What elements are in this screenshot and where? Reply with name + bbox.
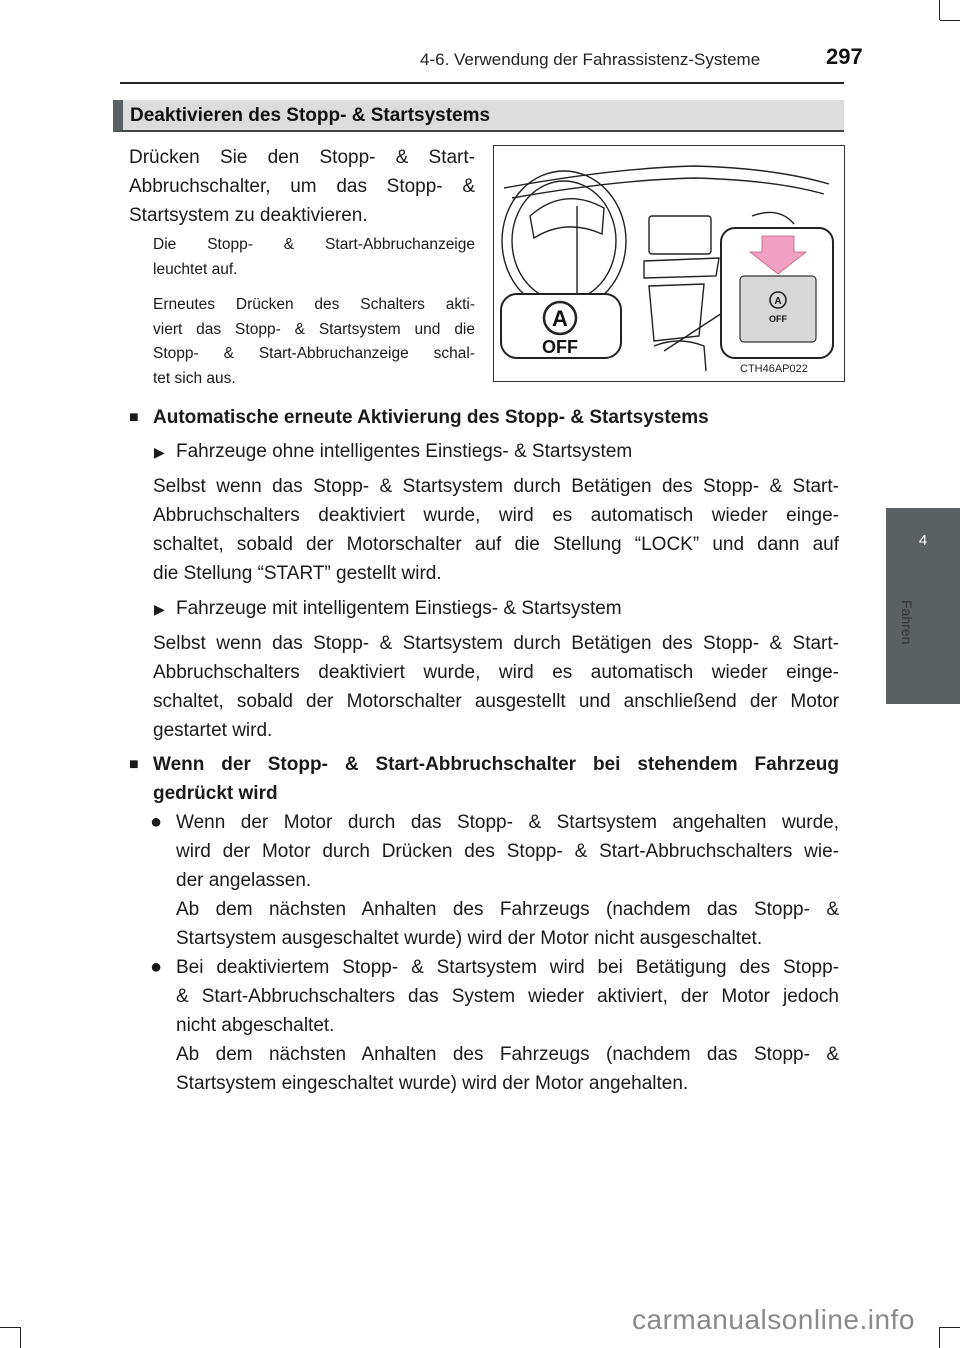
note-line: tet sich aus.	[153, 369, 236, 387]
bullet-line: Startsystem ausgeschaltet wurde) wird der Motor nicht ausgeschaltet.	[176, 928, 763, 949]
note-line: Die Stopp- & Start-Abbruchanzeige	[153, 236, 475, 253]
note-indicator-on	[153, 233, 475, 282]
bullet-line: Wenn der Motor durch das Stopp- & Startsystem angehalten wurde,	[176, 812, 839, 833]
case2-line: Selbst wenn das Stopp- & Startsystem durch Betätigen des Stopp- & Start-	[153, 633, 839, 654]
crop-mark	[939, 1327, 940, 1348]
case1-line: Abbruchschalters deaktiviert wurde, wird es automatisch wieder einge-	[153, 505, 839, 526]
chapter-tab-number: 4	[918, 532, 928, 549]
bullet-line: nicht abgeschaltet.	[176, 1015, 335, 1036]
case1-line: die Stellung “START” gestellt wird.	[153, 563, 442, 584]
crop-mark	[0, 1327, 20, 1328]
intro-paragraph	[129, 143, 475, 230]
page-number: 297	[826, 44, 863, 69]
subheading-text: gedrückt wird	[153, 783, 278, 804]
intro-line: Abbruchschalter, um das Stopp- &	[129, 176, 475, 197]
note-line: viert das Stopp- & Startsystem und die	[153, 320, 475, 338]
note-line: leuchtet auf.	[153, 260, 238, 278]
subheading-text: Wenn der Stopp- & Start-Abbruchschalter bei stehendem Fahrzeug	[153, 754, 839, 775]
bullet-line: Ab dem nächsten Anhalten des Fahrzeugs (nachdem das Stopp- &	[176, 1044, 839, 1065]
case2-line: gestartet wird.	[153, 720, 273, 741]
subheading-auto-reactivation	[129, 403, 843, 432]
watermark: carmanualsonline.info	[632, 1304, 915, 1335]
switch-letter: A	[552, 306, 568, 331]
climate-panel	[644, 258, 719, 278]
square-bullet-icon: ■	[129, 409, 139, 426]
crop-mark	[939, 0, 940, 20]
case2-paragraph	[153, 629, 839, 745]
stationary-bullet-2	[150, 953, 839, 1098]
crop-mark	[940, 20, 960, 21]
square-bullet-icon: ■	[129, 756, 139, 773]
switch-label-small: OFF	[769, 314, 787, 324]
steering-wheel	[502, 171, 626, 311]
note-press-again	[153, 293, 475, 391]
subheading-text: Automatische erneute Aktivierung des Stopp- & Startsystems	[153, 407, 709, 428]
triangle-bullet-icon: ▶	[154, 601, 165, 617]
case-with-smart-key	[154, 594, 836, 623]
bullet-line: Bei deaktiviertem Stopp- & Startsystem wird bei Betätigung des Stopp-	[176, 957, 839, 978]
bullet-line: Startsystem eingeschaltet wurde) wird der Motor angehalten.	[176, 1073, 689, 1094]
case-label: Fahrzeuge ohne intelligentes Einstiegs- & Startsystem	[176, 441, 633, 462]
section-heading: Deaktivieren des Stopp- & Startsystems	[130, 105, 491, 126]
bullet-line: wird der Motor durch Drücken des Stopp- & Start-Abbruchschalters wie-	[176, 841, 839, 862]
bullet-line: der angelassen.	[176, 870, 312, 891]
chapter-title: 4-6. Verwendung der Fahrassistenz-Systeme	[420, 50, 761, 69]
switch-letter-small: A	[774, 296, 782, 307]
note-line: Erneutes Drücken des Schalters akti-	[153, 296, 475, 313]
header-rule	[120, 82, 844, 84]
bullet-line: & Start-Abbruchschalters das System wieder aktiviert, der Motor jedoch	[176, 986, 839, 1007]
stationary-bullet-1	[150, 808, 839, 953]
chapter-tab-label: Fahren	[899, 600, 915, 645]
dashboard-illustration	[493, 145, 845, 382]
switch-label: OFF	[542, 337, 578, 357]
switch-button	[740, 276, 816, 342]
round-bullet-icon: ●	[150, 811, 163, 833]
instrument-cluster	[530, 199, 604, 238]
round-bullet-icon: ●	[150, 956, 163, 978]
case-without-smart-key	[154, 437, 836, 466]
figure-code: CTH46AP022	[740, 363, 808, 375]
case1-line: Selbst wenn das Stopp- & Startsystem durch Betätigen des Stopp- & Start-	[153, 476, 839, 497]
crop-mark	[20, 1327, 21, 1348]
case1-paragraph	[153, 472, 839, 588]
case-label: Fahrzeuge mit intelligentem Einstiegs- & Startsystem	[176, 598, 622, 619]
crop-mark	[940, 1327, 960, 1328]
intro-line: Startsystem zu deaktivieren.	[129, 205, 368, 226]
case1-line: schaltet, sobald der Motorschalter auf die Stellung “LOCK” und dann auf	[153, 534, 839, 555]
case2-line: Abbruchschalters deaktiviert wurde, wird es automatisch wieder einge-	[153, 662, 839, 683]
intro-line: Drücken Sie den Stopp- & Start-	[129, 147, 475, 168]
center-screen	[649, 216, 711, 254]
case2-line: schaltet, sobald der Motorschalter ausgestellt und anschließend der Motor	[153, 691, 839, 712]
subheading-stationary	[129, 750, 839, 808]
note-line: Stopp- & Start-Abbruchanzeige schal-	[153, 345, 475, 362]
bullet-line: Ab dem nächsten Anhalten des Fahrzeugs (nachdem das Stopp- &	[176, 899, 839, 920]
dashboard-drawing	[494, 146, 843, 380]
triangle-bullet-icon: ▶	[154, 444, 165, 460]
